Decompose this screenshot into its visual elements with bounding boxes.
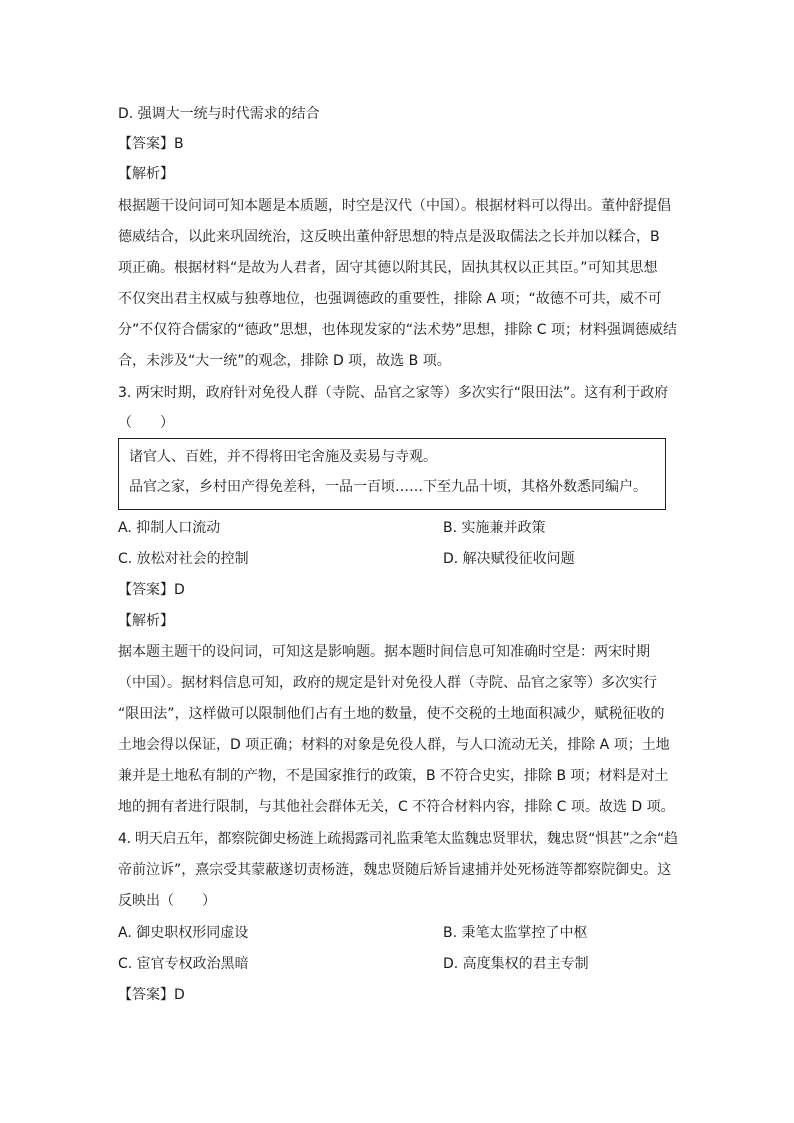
q3-analysis-line: （中国）。据材料信息可知，政府的规定是针对免役人群（寺院、品官之家等）多次实行 [118, 675, 657, 691]
q3-option-d: D. 解决赋役征收问题 [443, 551, 575, 567]
q3-option-b: B. 实施兼并政策 [443, 520, 546, 536]
q4-option-c: C. 宦官专权政治黑暗 [118, 956, 249, 972]
q2-analysis-label: 【解析】 [118, 166, 174, 182]
q4-stem: 4. 明天启五年，都察院御史杨涟上疏揭露司礼监秉笔太监魏忠贤罪状，魏忠贤“惧甚”之余“趋 [118, 831, 678, 847]
q4-answer: 【答案】D [118, 987, 185, 1003]
q4-option-b: B. 秉笔太监掌控了中枢 [443, 925, 588, 941]
q2-analysis-line: 德威结合，以此来巩固统治，这反映出董仲舒思想的特点是汲取儒法之长并加以糅合，B [118, 229, 660, 245]
q2-analysis-line: 项正确。根据材料“是故为人君者，固守其德以附其民，固执其权以正其臣。”可知其思想 [118, 260, 658, 276]
q3-analysis-line: 土地会得以保证，D 项正确；材料的对象是免役人群，与人口流动无关，排除 A 项；土地 [118, 737, 670, 753]
q2-option-d: D. 强调大一统与时代需求的结合 [118, 106, 320, 122]
q4-stem: 反映出（ ） [118, 893, 216, 909]
q2-analysis-line: 根据题干设问词可知本题是本质题，时空是汉代（中国）。根据材料可以得出。董仲舒提倡 [118, 198, 671, 214]
q3-stem-blank: （ ） [118, 415, 174, 431]
q2-answer: 【答案】B [118, 136, 184, 152]
q3-material-line: 诸官人、百姓，并不得将田宅舍施及卖易与寺观。 [129, 449, 437, 465]
q3-analysis-line: 兼并是土地私有制的产物，不是国家推行的政策，B 不符合史实，排除 B 项；材料是对土 [118, 768, 669, 784]
q3-material-line: 品官之家，乡村田产得免差科，一品一百顷……下至九品十顷，其格外数悉同编户。 [129, 479, 647, 495]
q2-analysis-line: 不仅突出君主权威与独尊地位，也强调德政的重要性，排除 A 项；“故德不可共，威不可 [118, 291, 662, 307]
q3-stem: 3. 两宋时期，政府针对免役人群（寺院、品官之家等）多次实行“限田法”。这有利于政府 [118, 385, 669, 401]
q3-analysis-line: “限田法”，这样做可以限制他们占有土地的数量，使不交税的土地面积减少，赋税征收的 [118, 706, 665, 722]
q3-answer: 【答案】D [118, 582, 185, 598]
q3-analysis-line: 据本题主题干的设问词，可知这是影响题。据本题时间信息可知准确时空是：两宋时期 [118, 644, 650, 660]
q2-analysis-line: 分”不仅符合儒家的“德政”思想，也体现发家的“法术势”思想，排除 C 项；材料强调德威结 [118, 322, 677, 338]
q4-option-a: A. 御史职权形同虚设 [118, 925, 249, 941]
q3-option-a: A. 抑制人口流动 [118, 520, 221, 536]
q4-option-d: D. 高度集权的君主专制 [443, 956, 589, 972]
q3-analysis-label: 【解析】 [118, 613, 174, 629]
q3-option-c: C. 放松对社会的控制 [118, 551, 249, 567]
q3-material-box [118, 438, 666, 510]
q4-stem: 帝前泣诉”，熹宗受其蒙蔽遂切责杨涟，魏忠贤随后矫旨逮捕并处死杨涟等都察院御史。这 [118, 862, 672, 878]
q2-analysis-line: 合，未涉及“大一统”的观念，排除 D 项，故选 B 项。 [118, 353, 451, 369]
q3-analysis-line: 地的拥有者进行限制，与其他社会群体无关，C 不符合材料内容，排除 C 项。故选 D 项。 [118, 799, 675, 815]
